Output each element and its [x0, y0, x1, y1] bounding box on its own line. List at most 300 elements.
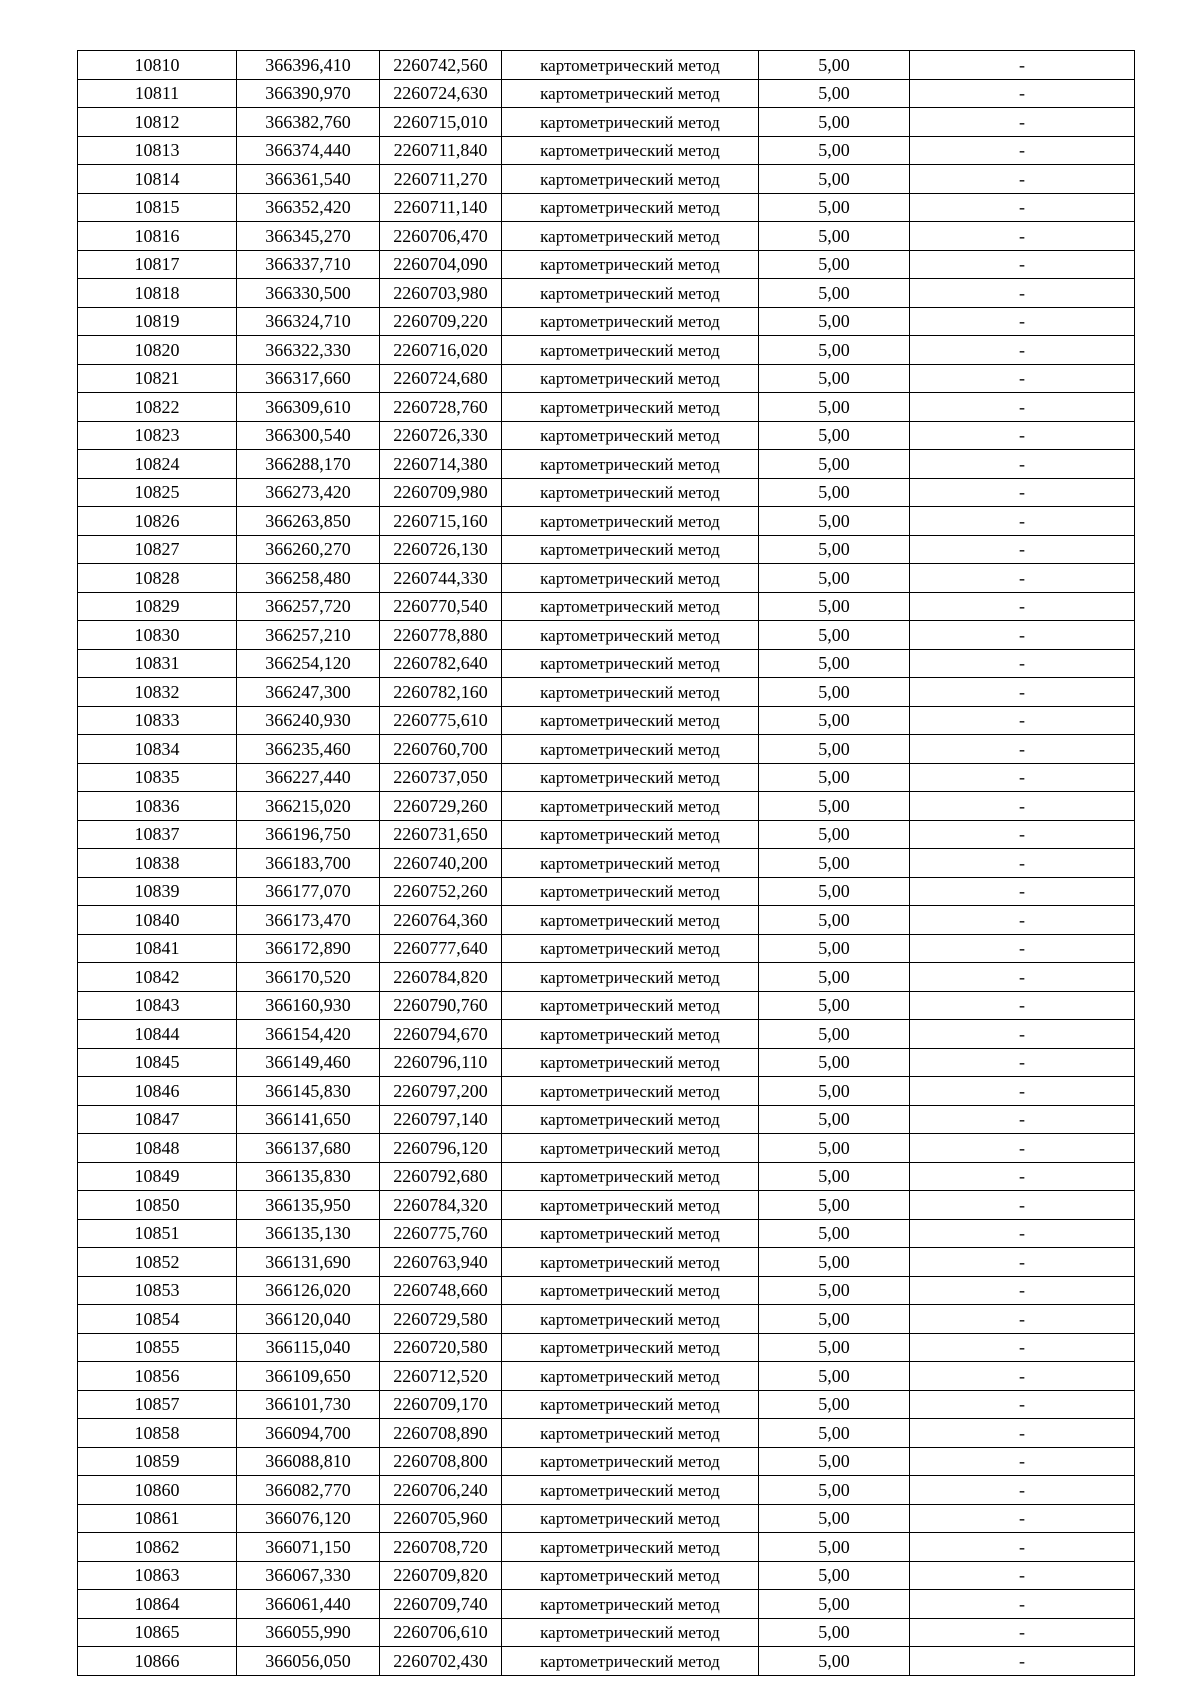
accuracy-cell: 5,00 — [759, 1390, 910, 1419]
accuracy-cell: 5,00 — [759, 706, 910, 735]
method-cell: картометрический метод — [502, 1219, 759, 1248]
method-cell: картометрический метод — [502, 792, 759, 821]
accuracy-cell: 5,00 — [759, 421, 910, 450]
method-cell: картометрический метод — [502, 649, 759, 678]
y-coordinate-cell: 2260790,760 — [380, 991, 502, 1020]
point-number-cell: 10841 — [78, 934, 237, 963]
accuracy-cell: 5,00 — [759, 877, 910, 906]
x-coordinate-cell: 366061,440 — [237, 1590, 380, 1619]
note-cell: - — [910, 1162, 1135, 1191]
y-coordinate-cell: 2260763,940 — [380, 1248, 502, 1277]
note-cell: - — [910, 1590, 1135, 1619]
point-number-cell: 10866 — [78, 1647, 237, 1676]
method-cell: картометрический метод — [502, 51, 759, 80]
point-number-cell: 10811 — [78, 79, 237, 108]
table-row — [78, 1248, 1135, 1277]
y-coordinate-cell: 2260728,760 — [380, 393, 502, 422]
method-cell: картометрический метод — [502, 592, 759, 621]
table-row — [78, 621, 1135, 650]
point-number-cell: 10824 — [78, 450, 237, 479]
point-number-cell: 10836 — [78, 792, 237, 821]
table-row — [78, 1048, 1135, 1077]
method-cell: картометрический метод — [502, 1048, 759, 1077]
y-coordinate-cell: 2260760,700 — [380, 735, 502, 764]
x-coordinate-cell: 366135,130 — [237, 1219, 380, 1248]
method-cell: картометрический метод — [502, 136, 759, 165]
note-cell: - — [910, 735, 1135, 764]
table-row — [78, 1533, 1135, 1562]
table-row — [78, 336, 1135, 365]
table-row — [78, 991, 1135, 1020]
point-number-cell: 10831 — [78, 649, 237, 678]
y-coordinate-cell: 2260712,520 — [380, 1362, 502, 1391]
x-coordinate-cell: 366260,270 — [237, 535, 380, 564]
point-number-cell: 10822 — [78, 393, 237, 422]
table-row — [78, 1362, 1135, 1391]
x-coordinate-cell: 366109,650 — [237, 1362, 380, 1391]
note-cell: - — [910, 1447, 1135, 1476]
x-coordinate-cell: 366094,700 — [237, 1419, 380, 1448]
method-cell: картометрический метод — [502, 450, 759, 479]
accuracy-cell: 5,00 — [759, 1134, 910, 1163]
y-coordinate-cell: 2260720,580 — [380, 1333, 502, 1362]
method-cell: картометрический метод — [502, 1561, 759, 1590]
point-number-cell: 10826 — [78, 507, 237, 536]
x-coordinate-cell: 366067,330 — [237, 1561, 380, 1590]
point-number-cell: 10813 — [78, 136, 237, 165]
point-number-cell: 10850 — [78, 1191, 237, 1220]
note-cell: - — [910, 1020, 1135, 1049]
method-cell: картометрический метод — [502, 678, 759, 707]
accuracy-cell: 5,00 — [759, 1020, 910, 1049]
point-number-cell: 10854 — [78, 1305, 237, 1334]
accuracy-cell: 5,00 — [759, 792, 910, 821]
method-cell: картометрический метод — [502, 763, 759, 792]
accuracy-cell: 5,00 — [759, 1476, 910, 1505]
point-number-cell: 10863 — [78, 1561, 237, 1590]
point-number-cell: 10823 — [78, 421, 237, 450]
method-cell: картометрический метод — [502, 1390, 759, 1419]
point-number-cell: 10859 — [78, 1447, 237, 1476]
note-cell: - — [910, 307, 1135, 336]
note-cell: - — [910, 79, 1135, 108]
accuracy-cell: 5,00 — [759, 1219, 910, 1248]
note-cell: - — [910, 535, 1135, 564]
method-cell: картометрический метод — [502, 507, 759, 536]
table-row — [78, 649, 1135, 678]
table-row — [78, 1447, 1135, 1476]
y-coordinate-cell: 2260706,240 — [380, 1476, 502, 1505]
y-coordinate-cell: 2260737,050 — [380, 763, 502, 792]
table-row — [78, 1590, 1135, 1619]
note-cell: - — [910, 1618, 1135, 1647]
point-number-cell: 10812 — [78, 108, 237, 137]
method-cell: картометрический метод — [502, 706, 759, 735]
x-coordinate-cell: 366322,330 — [237, 336, 380, 365]
note-cell: - — [910, 1419, 1135, 1448]
y-coordinate-cell: 2260705,960 — [380, 1504, 502, 1533]
method-cell: картометрический метод — [502, 336, 759, 365]
x-coordinate-cell: 366145,830 — [237, 1077, 380, 1106]
x-coordinate-cell: 366101,730 — [237, 1390, 380, 1419]
table-row — [78, 820, 1135, 849]
accuracy-cell: 5,00 — [759, 79, 910, 108]
note-cell: - — [910, 1248, 1135, 1277]
table-row — [78, 1618, 1135, 1647]
method-cell: картометрический метод — [502, 963, 759, 992]
x-coordinate-cell: 366247,300 — [237, 678, 380, 707]
table-row — [78, 1191, 1135, 1220]
method-cell: картометрический метод — [502, 478, 759, 507]
table-row — [78, 792, 1135, 821]
accuracy-cell: 5,00 — [759, 279, 910, 308]
accuracy-cell: 5,00 — [759, 849, 910, 878]
table-row — [78, 222, 1135, 251]
accuracy-cell: 5,00 — [759, 535, 910, 564]
method-cell: картометрический метод — [502, 906, 759, 935]
accuracy-cell: 5,00 — [759, 592, 910, 621]
method-cell: картометрический метод — [502, 393, 759, 422]
y-coordinate-cell: 2260703,980 — [380, 279, 502, 308]
method-cell: картометрический метод — [502, 364, 759, 393]
accuracy-cell: 5,00 — [759, 1533, 910, 1562]
table-row — [78, 535, 1135, 564]
y-coordinate-cell: 2260708,890 — [380, 1419, 502, 1448]
method-cell: картометрический метод — [502, 1191, 759, 1220]
accuracy-cell: 5,00 — [759, 450, 910, 479]
y-coordinate-cell: 2260796,120 — [380, 1134, 502, 1163]
x-coordinate-cell: 366382,760 — [237, 108, 380, 137]
y-coordinate-cell: 2260714,380 — [380, 450, 502, 479]
point-number-cell: 10818 — [78, 279, 237, 308]
method-cell: картометрический метод — [502, 991, 759, 1020]
table-row — [78, 79, 1135, 108]
point-number-cell: 10810 — [78, 51, 237, 80]
table-row — [78, 678, 1135, 707]
y-coordinate-cell: 2260729,260 — [380, 792, 502, 821]
y-coordinate-cell: 2260711,270 — [380, 165, 502, 194]
x-coordinate-cell: 366257,720 — [237, 592, 380, 621]
point-number-cell: 10833 — [78, 706, 237, 735]
point-number-cell: 10828 — [78, 564, 237, 593]
table-row — [78, 1162, 1135, 1191]
coordinates-table — [77, 50, 1135, 1676]
table-row — [78, 1276, 1135, 1305]
method-cell: картометрический метод — [502, 877, 759, 906]
point-number-cell: 10844 — [78, 1020, 237, 1049]
note-cell: - — [910, 250, 1135, 279]
accuracy-cell: 5,00 — [759, 735, 910, 764]
note-cell: - — [910, 1647, 1135, 1676]
x-coordinate-cell: 366082,770 — [237, 1476, 380, 1505]
note-cell: - — [910, 763, 1135, 792]
method-cell: картометрический метод — [502, 1105, 759, 1134]
y-coordinate-cell: 2260782,160 — [380, 678, 502, 707]
point-number-cell: 10851 — [78, 1219, 237, 1248]
accuracy-cell: 5,00 — [759, 763, 910, 792]
table-row — [78, 1134, 1135, 1163]
accuracy-cell: 5,00 — [759, 906, 910, 935]
point-number-cell: 10846 — [78, 1077, 237, 1106]
method-cell: картометрический метод — [502, 535, 759, 564]
note-cell: - — [910, 1504, 1135, 1533]
x-coordinate-cell: 366317,660 — [237, 364, 380, 393]
accuracy-cell: 5,00 — [759, 507, 910, 536]
method-cell: картометрический метод — [502, 79, 759, 108]
x-coordinate-cell: 366309,610 — [237, 393, 380, 422]
accuracy-cell: 5,00 — [759, 934, 910, 963]
table-row — [78, 250, 1135, 279]
point-number-cell: 10827 — [78, 535, 237, 564]
x-coordinate-cell: 366135,950 — [237, 1191, 380, 1220]
accuracy-cell: 5,00 — [759, 193, 910, 222]
point-number-cell: 10832 — [78, 678, 237, 707]
accuracy-cell: 5,00 — [759, 1647, 910, 1676]
table-row — [78, 165, 1135, 194]
x-coordinate-cell: 366135,830 — [237, 1162, 380, 1191]
note-cell: - — [910, 421, 1135, 450]
point-number-cell: 10843 — [78, 991, 237, 1020]
note-cell: - — [910, 621, 1135, 650]
y-coordinate-cell: 2260715,010 — [380, 108, 502, 137]
accuracy-cell: 5,00 — [759, 1048, 910, 1077]
table-row — [78, 193, 1135, 222]
accuracy-cell: 5,00 — [759, 364, 910, 393]
table-row — [78, 1077, 1135, 1106]
method-cell: картометрический метод — [502, 1248, 759, 1277]
point-number-cell: 10837 — [78, 820, 237, 849]
note-cell: - — [910, 849, 1135, 878]
point-number-cell: 10821 — [78, 364, 237, 393]
x-coordinate-cell: 366115,040 — [237, 1333, 380, 1362]
point-number-cell: 10857 — [78, 1390, 237, 1419]
note-cell: - — [910, 991, 1135, 1020]
y-coordinate-cell: 2260709,820 — [380, 1561, 502, 1590]
accuracy-cell: 5,00 — [759, 478, 910, 507]
y-coordinate-cell: 2260792,680 — [380, 1162, 502, 1191]
note-cell: - — [910, 507, 1135, 536]
x-coordinate-cell: 366076,120 — [237, 1504, 380, 1533]
point-number-cell: 10858 — [78, 1419, 237, 1448]
x-coordinate-cell: 366196,750 — [237, 820, 380, 849]
accuracy-cell: 5,00 — [759, 307, 910, 336]
note-cell: - — [910, 1276, 1135, 1305]
x-coordinate-cell: 366177,070 — [237, 877, 380, 906]
method-cell: картометрический метод — [502, 1020, 759, 1049]
note-cell: - — [910, 678, 1135, 707]
y-coordinate-cell: 2260770,540 — [380, 592, 502, 621]
table-row — [78, 1219, 1135, 1248]
table-row — [78, 421, 1135, 450]
x-coordinate-cell: 366361,540 — [237, 165, 380, 194]
y-coordinate-cell: 2260716,020 — [380, 336, 502, 365]
accuracy-cell: 5,00 — [759, 649, 910, 678]
method-cell: картометрический метод — [502, 1077, 759, 1106]
table-row — [78, 735, 1135, 764]
accuracy-cell: 5,00 — [759, 1276, 910, 1305]
method-cell: картометрический метод — [502, 307, 759, 336]
x-coordinate-cell: 366258,480 — [237, 564, 380, 593]
point-number-cell: 10817 — [78, 250, 237, 279]
y-coordinate-cell: 2260775,760 — [380, 1219, 502, 1248]
note-cell: - — [910, 1134, 1135, 1163]
table-row — [78, 507, 1135, 536]
note-cell: - — [910, 193, 1135, 222]
x-coordinate-cell: 366215,020 — [237, 792, 380, 821]
method-cell: картометрический метод — [502, 250, 759, 279]
note-cell: - — [910, 1219, 1135, 1248]
note-cell: - — [910, 393, 1135, 422]
y-coordinate-cell: 2260726,130 — [380, 535, 502, 564]
accuracy-cell: 5,00 — [759, 250, 910, 279]
y-coordinate-cell: 2260797,140 — [380, 1105, 502, 1134]
table-row — [78, 364, 1135, 393]
x-coordinate-cell: 366170,520 — [237, 963, 380, 992]
x-coordinate-cell: 366056,050 — [237, 1647, 380, 1676]
table-row — [78, 1390, 1135, 1419]
note-cell: - — [910, 51, 1135, 80]
accuracy-cell: 5,00 — [759, 336, 910, 365]
point-number-cell: 10865 — [78, 1618, 237, 1647]
accuracy-cell: 5,00 — [759, 564, 910, 593]
x-coordinate-cell: 366120,040 — [237, 1305, 380, 1334]
point-number-cell: 10830 — [78, 621, 237, 650]
note-cell: - — [910, 934, 1135, 963]
table-row — [78, 763, 1135, 792]
note-cell: - — [910, 1305, 1135, 1334]
point-number-cell: 10834 — [78, 735, 237, 764]
y-coordinate-cell: 2260777,640 — [380, 934, 502, 963]
y-coordinate-cell: 2260775,610 — [380, 706, 502, 735]
accuracy-cell: 5,00 — [759, 1162, 910, 1191]
table-row — [78, 1333, 1135, 1362]
x-coordinate-cell: 366330,500 — [237, 279, 380, 308]
accuracy-cell: 5,00 — [759, 621, 910, 650]
x-coordinate-cell: 366240,930 — [237, 706, 380, 735]
accuracy-cell: 5,00 — [759, 1305, 910, 1334]
table-row — [78, 564, 1135, 593]
y-coordinate-cell: 2260709,220 — [380, 307, 502, 336]
note-cell: - — [910, 364, 1135, 393]
table-row — [78, 592, 1135, 621]
x-coordinate-cell: 366131,690 — [237, 1248, 380, 1277]
table-row — [78, 1476, 1135, 1505]
x-coordinate-cell: 366324,710 — [237, 307, 380, 336]
method-cell: картометрический метод — [502, 279, 759, 308]
y-coordinate-cell: 2260706,470 — [380, 222, 502, 251]
y-coordinate-cell: 2260708,800 — [380, 1447, 502, 1476]
note-cell: - — [910, 1561, 1135, 1590]
note-cell: - — [910, 820, 1135, 849]
method-cell: картометрический метод — [502, 421, 759, 450]
x-coordinate-cell: 366257,210 — [237, 621, 380, 650]
point-number-cell: 10864 — [78, 1590, 237, 1619]
x-coordinate-cell: 366071,150 — [237, 1533, 380, 1562]
x-coordinate-cell: 366374,440 — [237, 136, 380, 165]
note-cell: - — [910, 1390, 1135, 1419]
note-cell: - — [910, 1077, 1135, 1106]
note-cell: - — [910, 877, 1135, 906]
y-coordinate-cell: 2260709,740 — [380, 1590, 502, 1619]
x-coordinate-cell: 366160,930 — [237, 991, 380, 1020]
note-cell: - — [910, 450, 1135, 479]
y-coordinate-cell: 2260711,140 — [380, 193, 502, 222]
x-coordinate-cell: 366183,700 — [237, 849, 380, 878]
table-row — [78, 706, 1135, 735]
y-coordinate-cell: 2260715,160 — [380, 507, 502, 536]
method-cell: картометрический метод — [502, 934, 759, 963]
point-number-cell: 10845 — [78, 1048, 237, 1077]
y-coordinate-cell: 2260706,610 — [380, 1618, 502, 1647]
x-coordinate-cell: 366172,890 — [237, 934, 380, 963]
y-coordinate-cell: 2260702,430 — [380, 1647, 502, 1676]
method-cell: картометрический метод — [502, 165, 759, 194]
point-number-cell: 10855 — [78, 1333, 237, 1362]
point-number-cell: 10815 — [78, 193, 237, 222]
y-coordinate-cell: 2260740,200 — [380, 849, 502, 878]
note-cell: - — [910, 108, 1135, 137]
x-coordinate-cell: 366396,410 — [237, 51, 380, 80]
y-coordinate-cell: 2260796,110 — [380, 1048, 502, 1077]
y-coordinate-cell: 2260744,330 — [380, 564, 502, 593]
table-row — [78, 51, 1135, 80]
accuracy-cell: 5,00 — [759, 1447, 910, 1476]
x-coordinate-cell: 366126,020 — [237, 1276, 380, 1305]
x-coordinate-cell: 366141,650 — [237, 1105, 380, 1134]
accuracy-cell: 5,00 — [759, 963, 910, 992]
y-coordinate-cell: 2260784,320 — [380, 1191, 502, 1220]
table-row — [78, 136, 1135, 165]
accuracy-cell: 5,00 — [759, 51, 910, 80]
accuracy-cell: 5,00 — [759, 165, 910, 194]
note-cell: - — [910, 706, 1135, 735]
method-cell: картометрический метод — [502, 1419, 759, 1448]
note-cell: - — [910, 1362, 1135, 1391]
y-coordinate-cell: 2260708,720 — [380, 1533, 502, 1562]
x-coordinate-cell: 366173,470 — [237, 906, 380, 935]
method-cell: картометрический метод — [502, 1504, 759, 1533]
accuracy-cell: 5,00 — [759, 1504, 910, 1533]
table-row — [78, 1105, 1135, 1134]
x-coordinate-cell: 366235,460 — [237, 735, 380, 764]
method-cell: картометрический метод — [502, 1647, 759, 1676]
x-coordinate-cell: 366273,420 — [237, 478, 380, 507]
method-cell: картометрический метод — [502, 564, 759, 593]
accuracy-cell: 5,00 — [759, 222, 910, 251]
accuracy-cell: 5,00 — [759, 678, 910, 707]
accuracy-cell: 5,00 — [759, 108, 910, 137]
y-coordinate-cell: 2260752,260 — [380, 877, 502, 906]
accuracy-cell: 5,00 — [759, 136, 910, 165]
note-cell: - — [910, 906, 1135, 935]
point-number-cell: 10820 — [78, 336, 237, 365]
x-coordinate-cell: 366300,540 — [237, 421, 380, 450]
method-cell: картометрический метод — [502, 222, 759, 251]
method-cell: картометрический метод — [502, 1447, 759, 1476]
point-number-cell: 10862 — [78, 1533, 237, 1562]
table-row — [78, 307, 1135, 336]
note-cell: - — [910, 1105, 1135, 1134]
point-number-cell: 10819 — [78, 307, 237, 336]
note-cell: - — [910, 165, 1135, 194]
table-row — [78, 1419, 1135, 1448]
method-cell: картометрический метод — [502, 1362, 759, 1391]
x-coordinate-cell: 366337,710 — [237, 250, 380, 279]
y-coordinate-cell: 2260784,820 — [380, 963, 502, 992]
x-coordinate-cell: 366227,440 — [237, 763, 380, 792]
point-number-cell: 10860 — [78, 1476, 237, 1505]
x-coordinate-cell: 366254,120 — [237, 649, 380, 678]
